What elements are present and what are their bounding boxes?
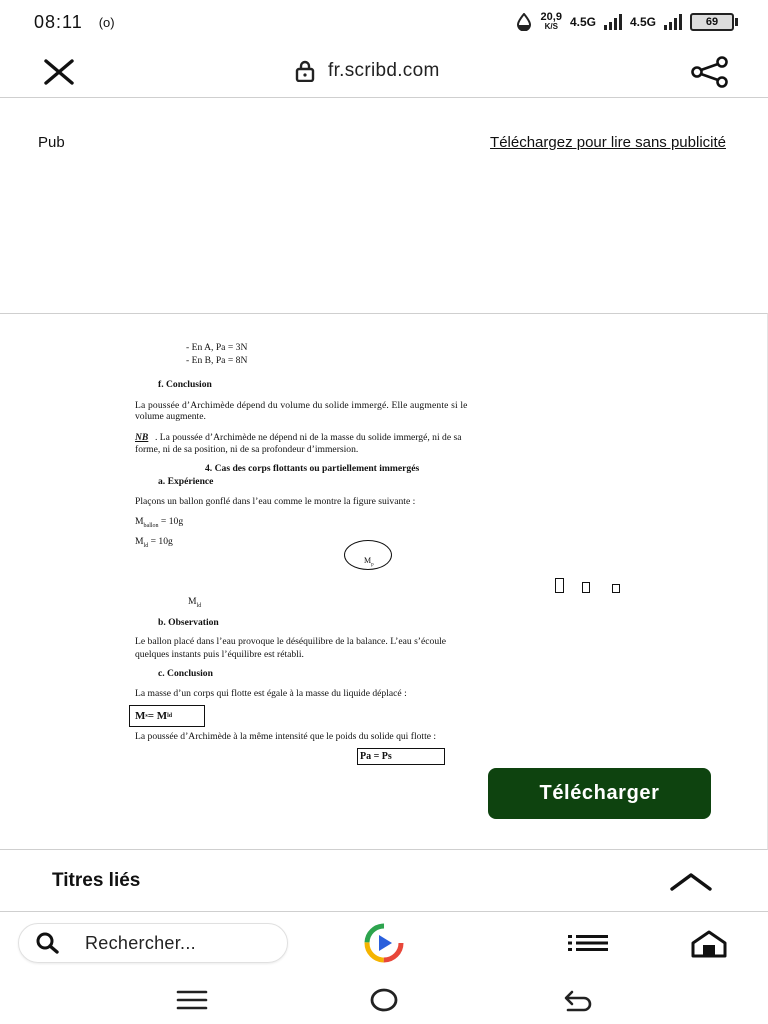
- data-saver-icon: [515, 13, 533, 31]
- battery-level: 69: [690, 13, 734, 31]
- search-input[interactable]: [18, 923, 288, 963]
- remove-ads-link[interactable]: Téléchargez pour lire sans publicité: [490, 134, 726, 151]
- url-text: fr.scribd.com: [328, 60, 440, 81]
- status-bar: [0, 0, 768, 44]
- share-icon[interactable]: [688, 56, 732, 88]
- speed-unit: K/S: [544, 22, 558, 31]
- browser-address-bar: [0, 44, 768, 98]
- diagram-block-1: [555, 578, 564, 593]
- diagram-block-3: [612, 584, 620, 593]
- ad-label: Pub: [38, 134, 65, 151]
- status-time: 08:11: [34, 11, 83, 32]
- tabs-list-icon[interactable]: [568, 934, 610, 952]
- play-icon[interactable]: [352, 922, 416, 964]
- download-button[interactable]: Télécharger: [488, 768, 711, 819]
- doc-heading-a: a. Expérience: [158, 476, 214, 487]
- system-home-icon[interactable]: [369, 987, 399, 1013]
- menu-icon[interactable]: [176, 989, 208, 1011]
- formula-weight-box: Pa = Ps: [357, 748, 445, 765]
- back-icon[interactable]: [562, 987, 594, 1013]
- lock-icon: [294, 60, 316, 82]
- doc-heading-f: f. Conclusion: [158, 379, 212, 390]
- status-indicators: [515, 12, 738, 32]
- doc-observation-line1: Le ballon placé dans l’eau provoque le déséquilibre de la balance. L’eau s’écoule: [135, 636, 447, 647]
- network-speed: [541, 12, 562, 32]
- doc-nb-line2: forme, ni de sa position, ni de sa profondeur d’immersion.: [135, 444, 359, 455]
- battery-icon: [690, 13, 738, 31]
- doc-conclusion3: La poussée d’Archimède à la même intensité que le poids du solide qui flotte :: [135, 731, 437, 742]
- doc-mass-ballon: $M_{ballon} = 10g$: [135, 516, 184, 529]
- balloon-label: $M_p$: [364, 556, 374, 568]
- doc-heading-c: c. Conclusion: [158, 668, 213, 679]
- signal-icon-2: [664, 14, 682, 30]
- url-display[interactable]: [294, 60, 440, 82]
- doc-conclusion2: La masse d’un corps qui flotte est égale à la masse du liquide déplacé :: [135, 688, 407, 699]
- doc-section-4: 4. Cas des corps flottants ou partiellement immergés: [205, 463, 420, 474]
- diagram-block-2: [582, 582, 590, 593]
- related-titles-heading: Titres liés: [52, 870, 141, 891]
- formula-mass-box: M s = M ld: [129, 705, 205, 727]
- doc-bullet-a: - En A, Pa = 3N: [186, 342, 248, 353]
- doc-nb-label: NB: [135, 432, 149, 443]
- cast-icon: (o): [98, 14, 115, 30]
- system-navigation-bar: [0, 973, 768, 1024]
- doc-mass-ld-2: $M_{ld}$: [188, 596, 202, 609]
- search-icon: [35, 931, 63, 955]
- chevron-up-icon[interactable]: [668, 871, 714, 893]
- close-icon[interactable]: [42, 58, 76, 86]
- doc-nb-line1: . La poussée d’Archimède ne dépend ni de la masse du solide immergé, ni de sa: [155, 432, 462, 443]
- home-icon[interactable]: [690, 930, 728, 958]
- signal-icon: [604, 14, 622, 30]
- doc-bullet-b: - En B, Pa = 8N: [186, 355, 248, 366]
- doc-experience-text: Plaçons un ballon gonflé dans l’eau comme le montre la figure suivante :: [135, 496, 416, 507]
- browser-toolbar: [0, 911, 768, 973]
- search-placeholder: Rechercher...: [85, 932, 196, 953]
- doc-heading-b: b. Observation: [158, 617, 219, 628]
- related-titles-bar[interactable]: [0, 851, 768, 911]
- speed-value: 20,9: [540, 11, 562, 23]
- network-type-2: 4.5G: [629, 15, 656, 29]
- doc-conclusion1-line2: volume augmente.: [135, 411, 206, 422]
- network-type-1: 4.5G: [569, 15, 596, 29]
- doc-mass-ld: $M_{ld} = 10g$: [135, 536, 173, 549]
- ad-area: [0, 98, 768, 312]
- doc-observation-line2: quelques instants puis l’équilibre est rétabli.: [135, 649, 304, 660]
- doc-conclusion1-line1: La poussée d’Archimède dépend du volume du solide immergé. Elle augmente si le: [135, 400, 468, 411]
